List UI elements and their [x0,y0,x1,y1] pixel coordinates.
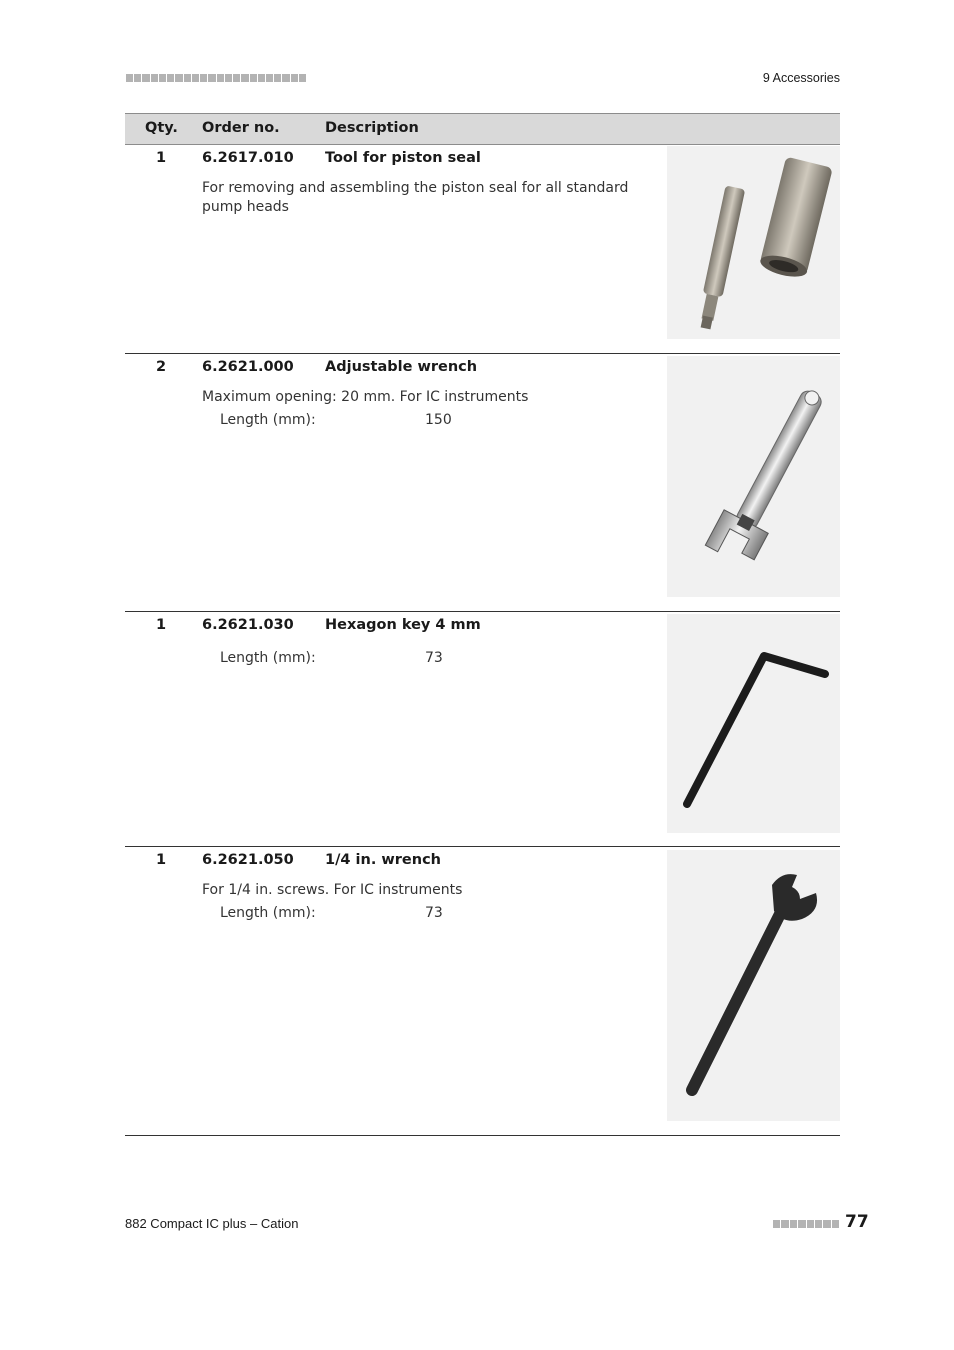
page-number: 77 [845,1212,869,1232]
chapter-title: 9 Accessories [762,71,840,85]
row-order-no: 6.2621.000 [202,359,294,375]
document-title: 882 Compact IC plus – Cation [125,1216,299,1231]
column-order-no: Order no. [202,120,280,136]
row-qty: 1 [156,150,167,166]
column-qty: Qty. [145,120,178,136]
length-label: Length (mm): [220,650,316,666]
row-title: 1/4 in. wrench [325,852,441,868]
row-order-no: 6.2621.050 [202,852,294,868]
table-row [125,847,840,1136]
row-description: Maximum opening: 20 mm. For IC instruments [202,389,529,405]
length-value: 150 [425,412,452,428]
adjustable-wrench-image [667,356,840,597]
footer-decoration [773,1220,839,1228]
header-decoration [126,74,306,82]
piston-seal-tool-image [667,146,840,339]
accessories-table [125,113,840,1136]
row-description: For removing and assembling the piston seal for all standard pump heads [202,180,629,215]
row-qty: 1 [156,852,167,868]
table-header [125,113,840,145]
open-end-wrench-image [667,850,840,1121]
length-value: 73 [425,650,443,666]
row-order-no: 6.2617.010 [202,150,294,166]
row-qty: 1 [156,617,167,633]
row-title: Hexagon key 4 mm [325,617,481,633]
row-title: Adjustable wrench [325,359,478,375]
length-label: Length (mm): [220,412,316,428]
row-description: For 1/4 in. screws. For IC instruments [202,882,463,898]
table-row [125,145,840,354]
hexagon-key-image [667,614,840,833]
column-description: Description [325,120,419,136]
row-order-no: 6.2621.030 [202,617,294,633]
length-label: Length (mm): [220,905,316,921]
row-title: Tool for piston seal [325,150,481,166]
table-row [125,612,840,847]
row-qty: 2 [156,359,167,375]
length-value: 73 [425,905,443,921]
table-row [125,354,840,612]
